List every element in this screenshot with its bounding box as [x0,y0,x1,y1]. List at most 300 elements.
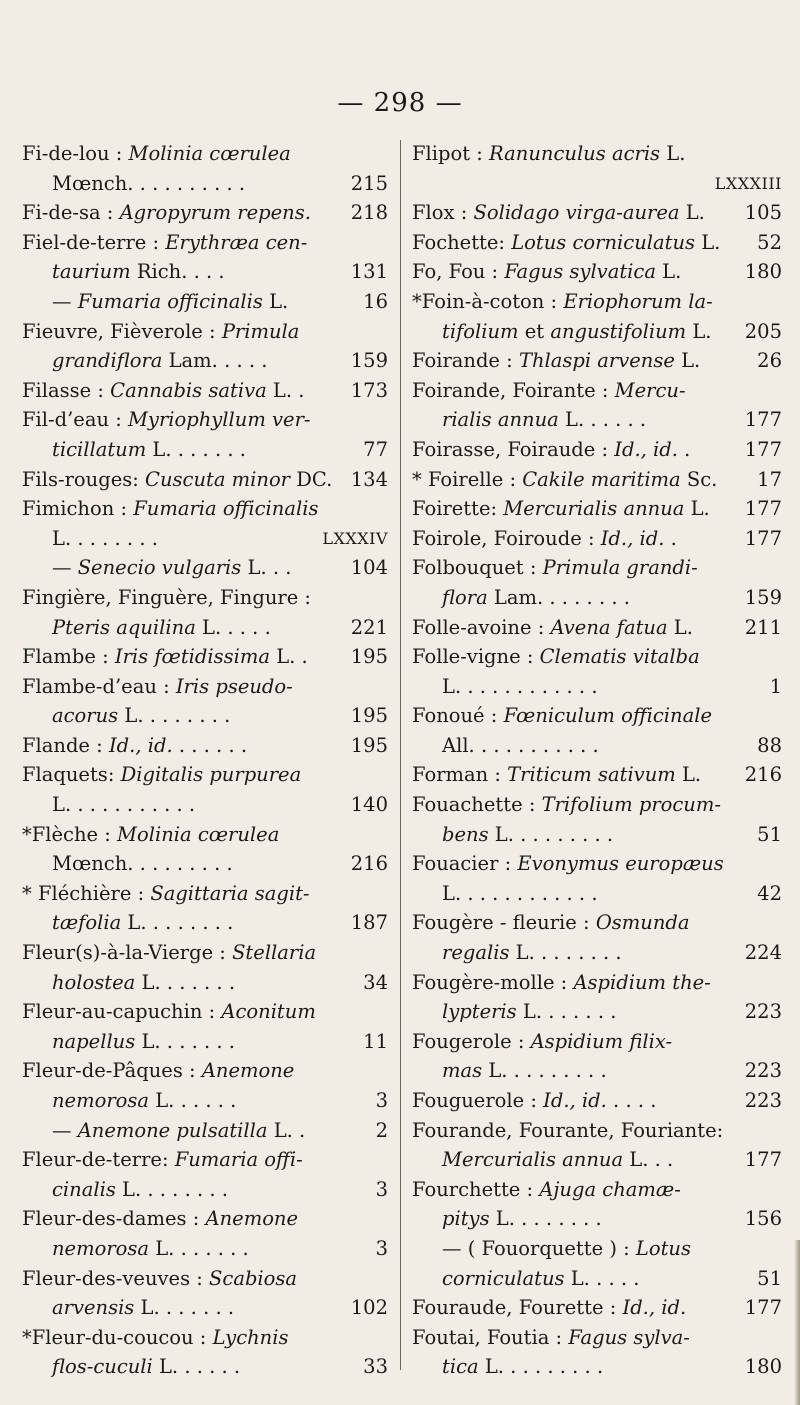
scientific-name: tica [442,1355,479,1379]
entry-text [22,672,293,702]
index-line [412,1086,782,1116]
vernacular-text: Rich. . . . [130,260,225,284]
page-reference: 17 [755,465,782,495]
vernacular-text: Filasse : [22,378,111,402]
entry-text [22,613,271,643]
entry-text [22,790,195,820]
page-reference: 51 [755,820,782,850]
vernacular-text: L. . [267,1118,306,1142]
page-reference: 180 [743,257,782,287]
index-line [22,820,388,850]
entry-text [22,317,299,347]
scientific-name: Fœniculum officinale [503,704,712,728]
vernacular-text: Fiel-de-terre : [22,230,166,254]
index-line [412,376,782,406]
scientific-name: acorus [52,704,119,728]
scientific-name: Primula [221,319,300,343]
vernacular-text: L. . . . . [564,1266,640,1290]
vernacular-text: Mœnch. . . . . . . . . [52,852,233,876]
index-line [22,849,388,879]
vernacular-text: Fleur(s)-à-la-Vierge : [22,941,233,965]
index-line [22,257,388,287]
page-reference: 156 [743,1204,782,1234]
vernacular-text: L. . . [623,1148,674,1172]
entry-text [22,908,233,938]
vernacular-text: — [52,556,78,580]
index-line [412,287,782,317]
vernacular-text: Fieuvre, Fièverole : [22,319,222,343]
entry-text [22,1352,240,1382]
index-line [412,1234,782,1264]
vernacular-text: L. . . . . . . . . . . . [442,674,598,698]
entry-text [412,494,710,524]
vernacular-text: L. . . . . . . . [118,704,231,728]
scientific-name: Fagus sylvatica [504,260,656,284]
scientific-name: Ranunculus acris [489,142,661,165]
entry-text [412,879,598,909]
page-reference: 104 [349,553,388,583]
vernacular-text: Fouraude, Fourette : [412,1296,623,1320]
vernacular-text: Flambe : [22,645,115,669]
entry-text [412,938,622,968]
scientific-name: mas [442,1059,483,1083]
entry-text [22,257,225,287]
entry-text [22,879,310,909]
index-line [412,435,782,465]
index-line [412,494,782,524]
index-line [22,553,388,583]
vernacular-text: Fil-d’eau : [22,408,128,432]
entry-text [412,465,717,495]
entry-text [412,760,701,790]
index-line [22,346,388,376]
index-line [412,731,782,761]
index-line [412,790,782,820]
entry-text [22,997,316,1027]
vernacular-text: Mœnch. . . . . . . . . . [52,171,246,195]
index-line [412,1027,782,1057]
vernacular-text: — [52,1118,78,1142]
entry-text [22,1234,249,1264]
vernacular-text: L. . . . . . . [135,1029,235,1053]
index-line [22,228,388,258]
scientific-name: pitys [442,1207,490,1231]
page-reference: 16 [361,287,388,317]
vernacular-text: * Foirelle : [412,467,523,491]
vernacular-text: L. . [270,645,308,669]
entry-text [412,553,698,583]
entry-text [22,849,233,879]
vernacular-text: . [664,526,677,550]
scientific-name: Sagittaria sagit- [150,881,310,905]
vernacular-text: Fi-de-lou : [22,142,129,165]
index-line [22,968,388,998]
vernacular-text: Lam. . . . . [162,349,268,373]
vernacular-text: L. . . [241,556,292,580]
entry-text [22,287,288,317]
right-column [412,139,782,1382]
entry-text [22,228,307,258]
index-line [412,228,782,258]
page-reference: 218 [349,198,388,228]
scientific-name: nemorosa [52,1089,150,1112]
scientific-name: flora [442,585,488,609]
vernacular-text: L. . . . . . . . . [478,1355,604,1379]
vernacular-text: Fougère-molle : [412,970,574,994]
entry-text [22,1056,294,1086]
vernacular-text: Foirande : [412,349,519,373]
column-divider [400,140,401,1370]
vernacular-text: L. [684,497,710,521]
entry-text [22,169,245,199]
index-line [22,198,388,228]
vernacular-text: *Fleur-du-coucou : [22,1325,213,1349]
entry-text [22,642,308,672]
entry-text [22,1204,298,1234]
index-line [412,642,782,672]
scientific-name: Pteris aquilina [52,615,196,639]
scientific-name: Aspidium the- [573,970,711,994]
entry-text [412,642,700,672]
index-line [22,1116,388,1146]
vernacular-text: L. . [266,378,305,402]
vernacular-text: L. . . . . . . [146,437,246,461]
index-line [22,139,388,169]
entry-text [412,198,705,228]
scientific-name: nemorosa [52,1236,150,1260]
scientific-name: Mercu- [614,378,686,402]
index-line [412,1293,782,1323]
entry-text [22,583,311,613]
scientific-name: Thlaspi arvense [518,349,675,373]
page-reference: 195 [349,642,388,672]
entry-text [412,524,677,554]
scientific-name: flos-cuculi [52,1355,153,1379]
index-line [22,1086,388,1116]
index-line [22,642,388,672]
vernacular-text: Forman : [412,763,508,787]
index-line [412,524,782,554]
entry-text [412,405,646,435]
vernacular-text: L. [679,201,705,225]
entry-text [412,1086,656,1116]
scientific-name: Molinia cœrulea [128,142,291,165]
vernacular-text: L. [660,142,686,165]
entry-text [412,1234,691,1264]
page-reference: 102 [349,1293,388,1323]
index-line [412,346,782,376]
vernacular-text: * Fléchière : [22,881,151,905]
vernacular-text: Fleur-des-veuves : [22,1266,210,1290]
page-reference: 34 [361,968,388,998]
page-reference: 211 [743,613,782,643]
vernacular-text: Foirole, Foiroude : [412,526,601,550]
index-line [412,613,782,643]
entry-text [412,1352,603,1382]
vernacular-text: L. [695,230,721,254]
vernacular-text: Flox : [412,201,474,225]
vernacular-text: L. . . . . . [558,408,647,432]
vernacular-text: L. . . . . . . [516,1000,617,1024]
entry-text [412,1056,607,1086]
index-line [412,968,782,998]
page-reference: 195 [349,701,388,731]
scientific-name: bens [442,822,489,846]
index-line [22,1056,388,1086]
entry-text [412,346,700,376]
scientific-name: Ajuga chamæ- [539,1177,681,1201]
index-line [412,139,782,169]
scientific-name: Mercurialis annua [442,1148,624,1172]
scientific-name: Id., id. [614,437,678,461]
scientific-name: Iris fœtidissima [114,645,270,669]
vernacular-text: Fleur-de-Pâques : [22,1059,202,1083]
vernacular-text: Flande : [22,733,109,757]
index-line [22,938,388,968]
page-reference: 177 [743,405,782,435]
entry-text [412,257,681,287]
entry-text [412,849,724,879]
vernacular-text: Fonoué : [412,704,504,728]
index-line [22,583,388,613]
page-edge-shadow [794,1240,800,1405]
vernacular-text: L. . . . . . . . [121,911,234,935]
entry-text [22,1027,235,1057]
index-line [412,849,782,879]
index-line [22,1175,388,1205]
scientific-name: Stellaria [232,941,317,965]
scientific-name: cinalis [52,1177,116,1201]
scientific-name: rialis annua [442,408,559,432]
scientific-name: Cakile maritima [522,467,681,491]
index-line [22,376,388,406]
entry-text [22,760,301,790]
scientific-name: Anemone [201,1059,295,1083]
index-line [412,1056,782,1086]
vernacular-text: L. . . . . . . [135,970,236,994]
vernacular-text: Fleur-de-terre: [22,1148,175,1172]
index-line [22,1293,388,1323]
vernacular-text: L. [262,289,289,313]
scientific-name: grandiflora [52,349,163,373]
entry-text [412,1145,673,1175]
index-line [412,1264,782,1294]
scientific-name: Eriophorum la- [563,289,713,313]
index-line [22,613,388,643]
index-line [22,435,388,465]
vernacular-text: Fouachette : [412,793,542,817]
vernacular-text: L. . . . . . . [149,1236,249,1260]
scientific-name: Trifolium procum- [541,793,721,817]
vernacular-text: Fleur-au-capuchin : [22,1000,222,1024]
scientific-name: Senecio vulgaris [77,556,242,580]
scientific-name: tæfolia [52,911,122,935]
vernacular-text: Fimichon : [22,497,134,521]
vernacular-text: Folle-vigne : [412,645,540,669]
index-line [22,1352,388,1382]
page-reference: 77 [361,435,388,465]
vernacular-text: Fleur-des-dames : [22,1207,206,1231]
index-line [22,1204,388,1234]
index-line [22,405,388,435]
scientific-name: Fumaria offi- [174,1148,303,1172]
vernacular-text: — ( Fouorquette ) : [442,1236,636,1260]
vernacular-text: Foutai, Foutia : [412,1325,569,1349]
vernacular-text: L. . . . . . . . [115,1177,228,1201]
entry-text [412,968,711,998]
entry-text [412,790,721,820]
vernacular-text: L. [667,615,693,639]
scientific-name: napellus [52,1029,136,1053]
page-reference: 177 [743,1145,782,1175]
index-line [22,317,388,347]
vernacular-text: Fouguerole : [412,1089,544,1112]
page-reference: 223 [743,1056,782,1086]
page-reference: 26 [755,346,782,376]
entry-text [412,1027,672,1057]
entry-text [22,553,291,583]
vernacular-text: Folle-avoine : [412,615,551,639]
entry-text [22,1116,305,1146]
vernacular-text: L. . . . . . . . [489,1207,602,1231]
vernacular-text: L. [675,763,702,787]
entry-text [412,376,686,406]
vernacular-text: Fo, Fou : [412,260,505,284]
vernacular-text: *Foin-à-coton : [412,289,564,313]
page-reference: 3 [374,1234,388,1264]
scientific-name: Lychnis [212,1325,289,1349]
vernacular-text: Flaquets: [22,763,121,787]
index-line [412,760,782,790]
index-line [412,1323,782,1353]
vernacular-text: L. . . . . . . . . [488,822,614,846]
entry-text [412,731,599,761]
scientific-name: Fumaria officinalis [133,497,319,521]
index-line [412,405,782,435]
vernacular-text: L. . . . . . . . . . . [52,793,196,817]
scientific-name: Primula grandi- [542,556,698,580]
vernacular-text: Fourchette : [412,1177,540,1201]
entry-text [412,672,598,702]
index-line [412,583,782,613]
index-line [412,1352,782,1382]
index-line [22,790,388,820]
vernacular-text: Foirette: [412,497,504,521]
entry-text [22,494,318,524]
index-line [22,1234,388,1264]
vernacular-text: L. . . . . . . . . . . . [442,881,598,905]
vernacular-text: Fouacier : [412,852,518,876]
page-reference: 3 [374,1175,388,1205]
vernacular-text: Lam. . . . . . . . [487,585,630,609]
vernacular-text: Flipot : [412,142,490,165]
page-reference: 223 [743,1086,782,1116]
index-line [412,820,782,850]
index-line [22,524,388,554]
entry-text [22,1175,228,1205]
scientific-name: Myriophyllum ver- [127,408,311,432]
scientific-name: corniculatus [442,1266,565,1290]
entry-text [22,731,247,761]
vernacular-text: Foirande, Foirante : [412,378,615,402]
entry-text [412,1264,639,1294]
index-line [412,672,782,702]
vernacular-text: Fourande, Fourante, Fouriante: [412,1118,724,1142]
scientific-name: Id., id. [600,526,665,550]
vernacular-text: L. . . . . . . [134,1296,235,1320]
vernacular-text: L. [686,319,712,343]
entry-text [412,287,713,317]
vernacular-text: . [677,437,691,461]
scientific-name: Id., id. [622,1296,687,1320]
entry-text [412,1204,602,1234]
entry-text [22,1086,236,1116]
entry-text [412,1293,686,1323]
page-reference: 221 [349,613,388,643]
entry-text [22,435,246,465]
scientific-name: holostea [52,970,136,994]
vernacular-text: . . . . [606,1089,657,1112]
index-line [412,198,782,228]
scientific-name: Avena fatua [550,615,668,639]
vernacular-text: L. . . . . [195,615,271,639]
vernacular-text: *Flèche : [22,822,118,846]
scientific-name: Id., id. [108,733,173,757]
entry-text [22,405,311,435]
index-line [22,879,388,909]
index-line [22,1323,388,1353]
entry-text [412,613,693,643]
index-line [22,997,388,1027]
vernacular-text: L. . . . . . . . [509,941,622,965]
vernacular-text: L. [655,260,682,284]
left-column [22,139,388,1382]
entry-text [22,701,230,731]
entry-text [412,701,712,731]
page-reference: 1 [768,672,782,702]
index-line [22,494,388,524]
entry-text [22,139,291,169]
entry-text [412,435,690,465]
scientific-name: Molinia cœrulea [117,822,280,846]
scientific-name: regalis [442,941,510,965]
vernacular-text: Foirasse, Foiraude : [412,437,615,461]
scientific-name: Fagus sylva- [568,1325,690,1349]
page-reference: 2 [374,1116,388,1146]
vernacular-text: L. [674,349,701,373]
entry-text [22,1145,303,1175]
entry-text [412,1116,723,1146]
scientific-name: taurium [52,260,131,284]
index-line [412,465,782,495]
index-line [22,287,388,317]
entry-text [412,908,690,938]
vernacular-text: Folbouquet : [412,556,543,580]
index-line [412,257,782,287]
page-reference: 3 [374,1086,388,1116]
index-line [412,1175,782,1205]
scientific-name: Clematis vitalba [539,645,700,669]
entry-text [22,1323,288,1353]
index-line [412,879,782,909]
page-reference: 177 [743,524,782,554]
index-line [22,672,388,702]
index-line [22,465,388,495]
scientific-name: angustifolium [550,319,687,343]
scientific-name: lypteris [442,1000,517,1024]
index-line [22,701,388,731]
entry-text [22,820,279,850]
